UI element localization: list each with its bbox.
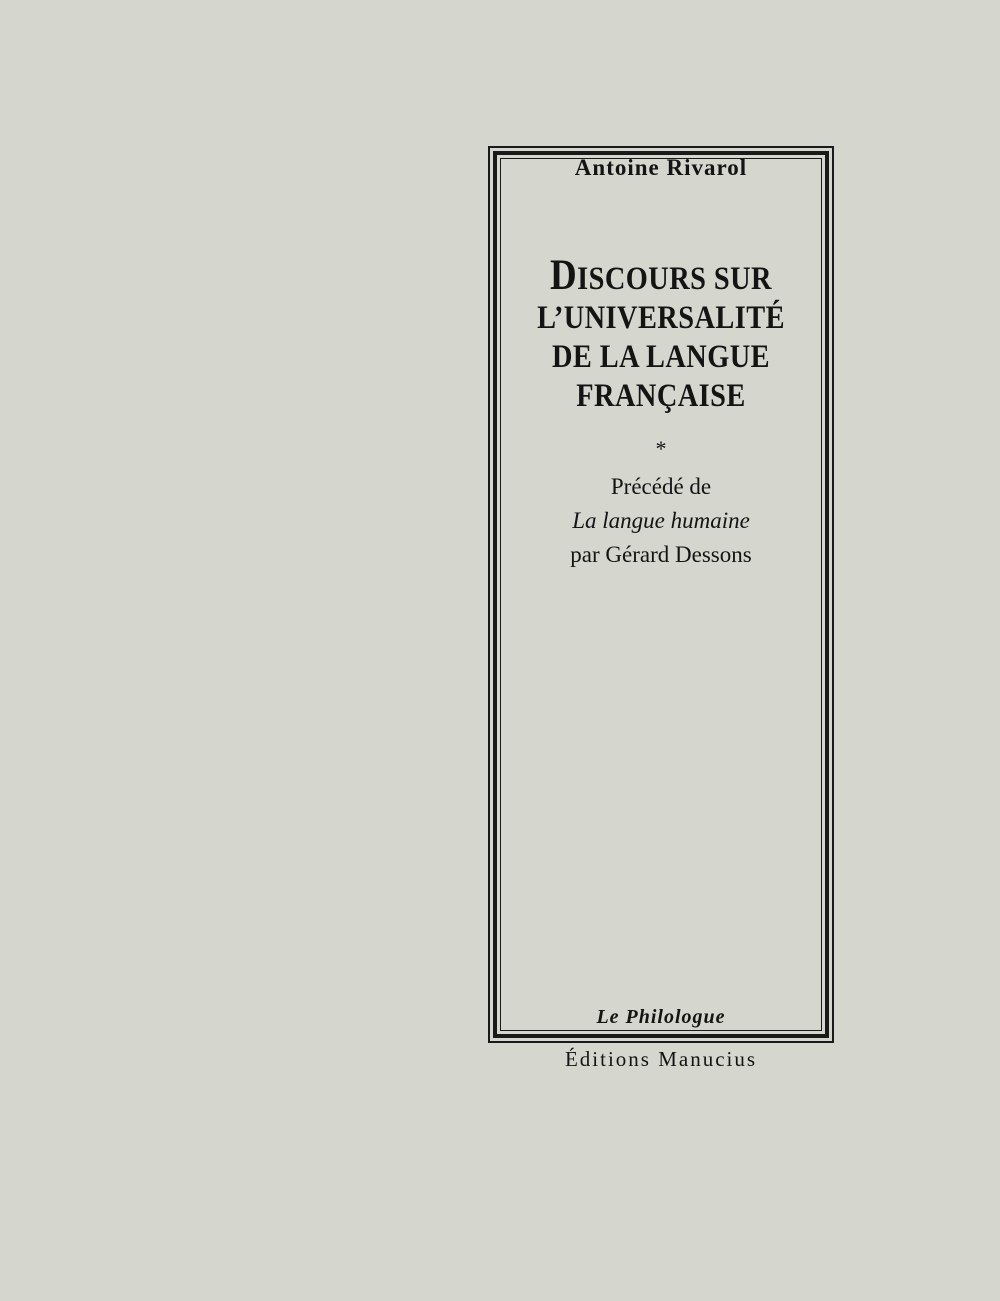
preceded-by-block: [488, 470, 834, 572]
publisher-name: Éditions Manucius: [564, 1047, 758, 1071]
title-line-1: [512, 252, 810, 299]
preceded-by-work-title: La langue humaine: [572, 508, 750, 533]
title-drop-initial: D: [550, 252, 578, 299]
book-title: [512, 252, 810, 416]
author-name: Antoine Rivarol: [574, 155, 748, 180]
title-line-1-rest: ISCOURS SUR: [577, 261, 772, 297]
asterisk-ornament: *: [655, 436, 667, 461]
preceded-by-author: par Gérard Dessons: [570, 542, 752, 567]
title-line-2: L’UNIVERSALITÉ: [537, 300, 785, 336]
title-line-4: FRANÇAISE: [576, 378, 746, 414]
preceded-by-intro: Précédé de: [610, 474, 712, 499]
series-name: Le Philologue: [596, 1006, 726, 1028]
title-line-3: DE LA LANGUE: [551, 339, 771, 375]
